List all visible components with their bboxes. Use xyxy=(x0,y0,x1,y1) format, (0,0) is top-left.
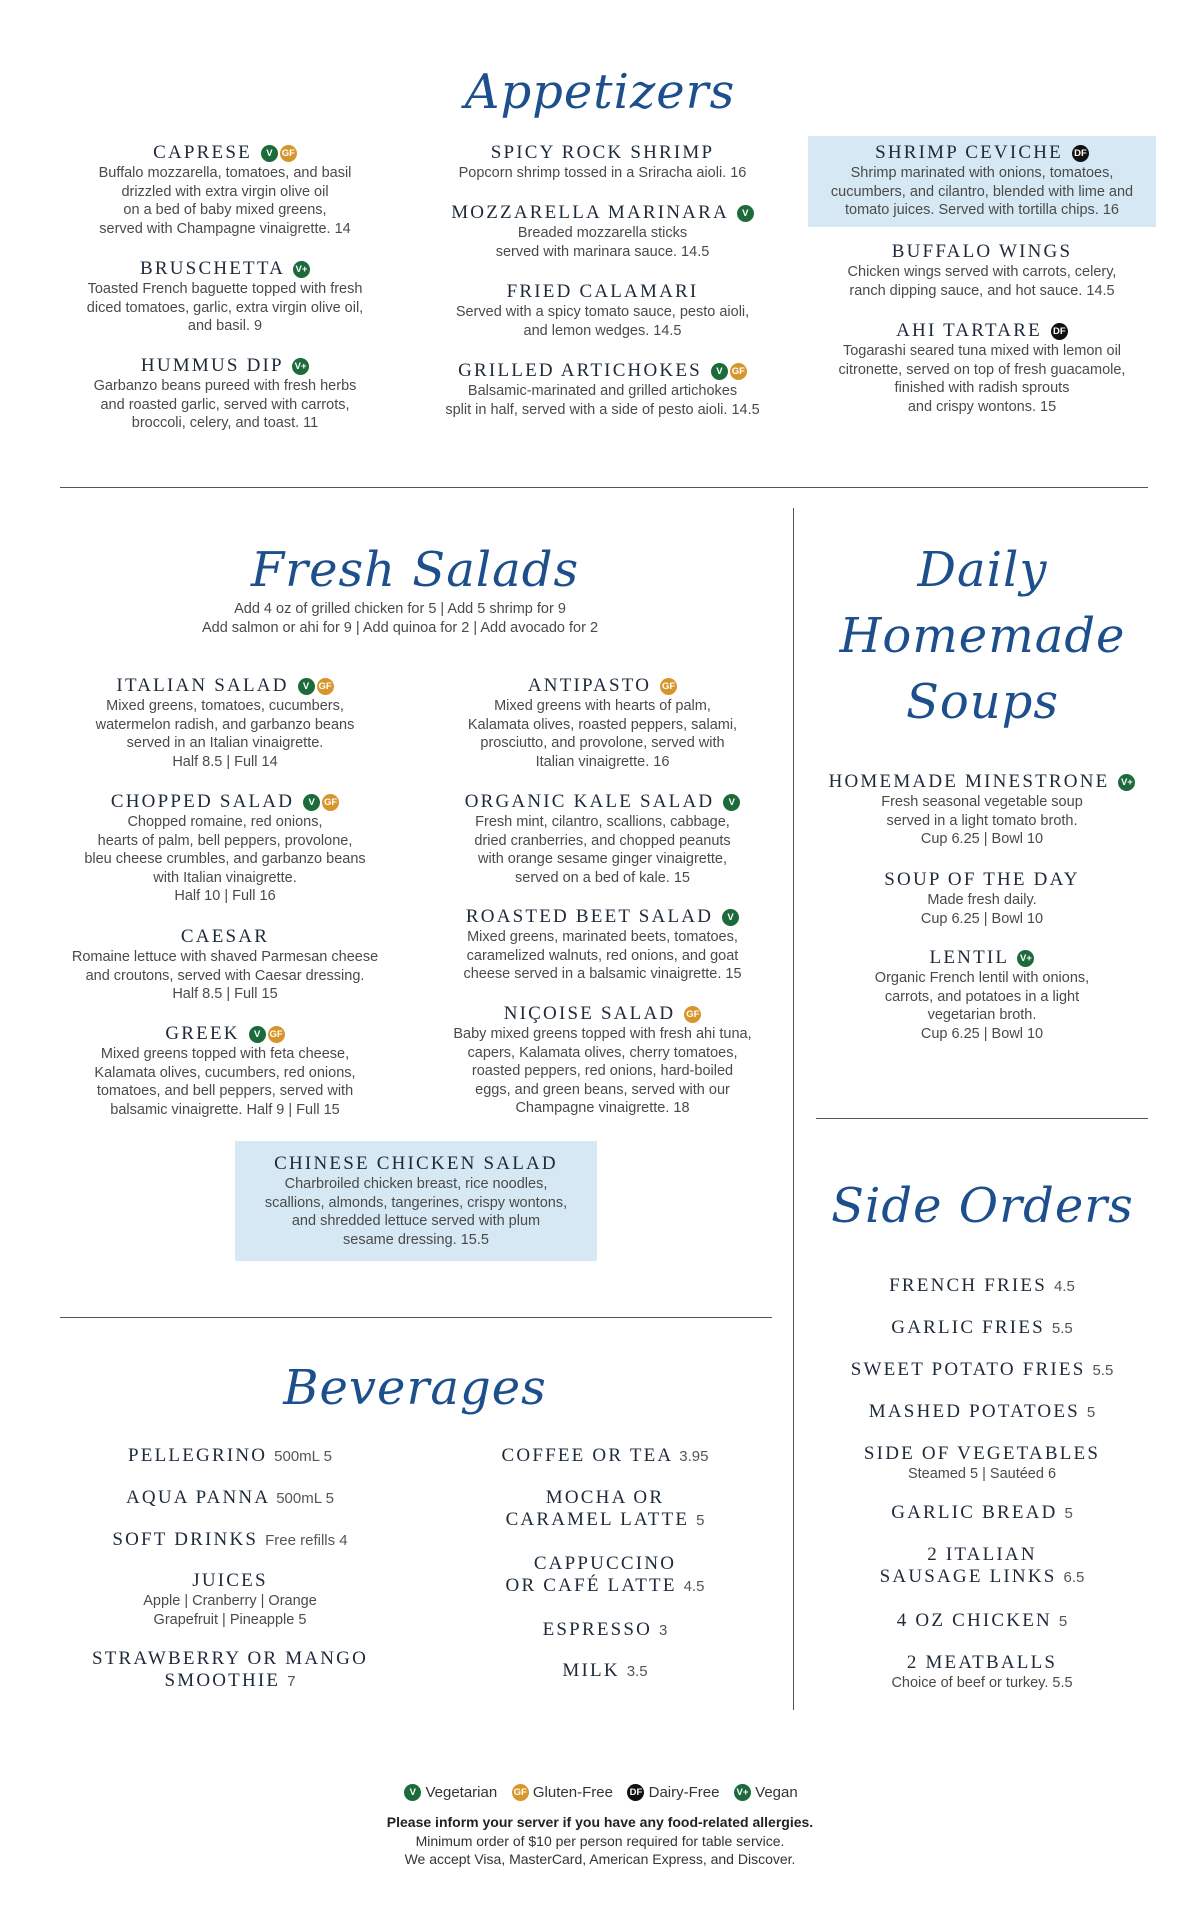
side-french-fries: FRENCH FRIES 4.5 xyxy=(889,1275,1075,1296)
vegetarian-icon: V xyxy=(711,363,728,380)
menu-item-antipasto: ANTIPASTO GF Mixed greens with hearts of palm, Kalamata olives, roasted peppers, salami, prosciutto, and provolone, served with Italian vinaigrette. 16 xyxy=(467,675,738,770)
menu-item-mozzarella-marinara: MOZZARELLA MARINARA V Breaded mozzarella sticks served with marinara sauce. 14.5 xyxy=(430,202,775,261)
menu-item-caesar: CAESAR Romaine lettuce with shaved Parmesan cheese and croutons, served with Caesar dressing. Half 8.5 | Full 15 xyxy=(71,926,379,1002)
menu-item-hummus-dip: HUMMUS DIP V+ Garbanzo beans pureed with fresh herbs and roasted garlic, served with carrots, broccoli, celery, and toast. 11 xyxy=(93,355,357,431)
vegetarian-icon: V xyxy=(404,1784,421,1801)
footer-notes: Please inform your server if you have any food-related allergies. Minimum order of $10 per person required for table service. We accept Visa, MasterCard, American Express, and Discover. xyxy=(386,1814,814,1867)
salads-title: Fresh Salads xyxy=(250,542,580,598)
beverage-juices: JUICES Apple | Cranberry | Orange Grapefruit | Pineapple 5 xyxy=(143,1570,317,1628)
side-2-meatballs: 2 MEATBALLS Choice of beef or turkey. 5.5 xyxy=(891,1652,1073,1691)
gluten-free-icon: GF xyxy=(268,1026,285,1043)
beverage-milk: MILK 3.5 xyxy=(562,1660,648,1681)
menu-item-lentil: LENTIL V+ Organic French lentil with onions, carrots, and potatoes in a light vegetarian broth. Cup 6.25 | Bowl 10 xyxy=(874,947,1090,1042)
menu-item-bruschetta: BRUSCHETTA V+ Toasted French baguette topped with fresh diced tomatoes, garlic, extra virgin olive oil, and basil. 9 xyxy=(86,258,364,334)
side-sweet-potato-fries: SWEET POTATO FRIES 5.5 xyxy=(850,1359,1114,1380)
beverages-title: Beverages xyxy=(283,1360,547,1416)
beverage-coffee-or-tea: COFFEE OR TEA 3.95 xyxy=(501,1445,709,1466)
vegetarian-icon: V xyxy=(737,205,754,222)
menu-item-spicy-rock-shrimp: SPICY ROCK SHRIMP Popcorn shrimp tossed in a Sriracha aioli. 16 xyxy=(458,142,747,181)
menu-item-fried-calamari: FRIED CALAMARI Served with a spicy tomato sauce, pesto aioli, and lemon wedges. 14.5 xyxy=(455,281,750,339)
sides-title: Side Orders xyxy=(831,1178,1134,1234)
beverage-pellegrino: PELLEGRINO 500mL 5 xyxy=(128,1445,332,1466)
divider-salads xyxy=(60,1317,772,1318)
side-of-vegetables: SIDE OF VEGETABLES Steamed 5 | Sautéed 6 xyxy=(863,1443,1101,1482)
side-garlic-fries: GARLIC FRIES 5.5 xyxy=(891,1317,1073,1338)
vegan-icon: V+ xyxy=(1118,774,1135,791)
soups-title-line2: Homemade xyxy=(839,608,1126,664)
menu-item-greek: GREEK V GF Mixed greens topped with feta cheese, Kalamata olives, cucumbers, red onions, tomatoes, and bell peppers, served with balsamic vinaigrette. Half 9 | Full 15 xyxy=(94,1023,356,1118)
menu-item-roasted-beet-salad: ROASTED BEET SALAD V Mixed greens, marinated beets, tomatoes, caramelized walnuts, red onions, and goat cheese served in a balsamic vinaigrette. 15 xyxy=(463,906,742,982)
dairy-free-icon: DF xyxy=(1072,145,1089,162)
gluten-free-icon: GF xyxy=(730,363,747,380)
gluten-free-icon: GF xyxy=(684,1006,701,1023)
vegan-icon: V+ xyxy=(734,1784,751,1801)
soups-title-line1: Daily xyxy=(917,542,1048,598)
side-mashed-potatoes: MASHED POTATOES 5 xyxy=(868,1401,1096,1422)
menu-item-homemade-minestrone: HOMEMADE MINESTRONE V+ Fresh seasonal vegetable soup served in a light tomato broth. Cup 6.25 | Bowl 10 xyxy=(812,771,1152,849)
vegetarian-icon: V xyxy=(298,678,315,695)
gluten-free-icon: GF xyxy=(322,794,339,811)
gluten-free-icon: GF xyxy=(317,678,334,695)
beverage-mocha-caramel-latte: MOCHA OR CARAMEL LATTE 5 xyxy=(505,1487,705,1530)
dairy-free-icon: DF xyxy=(1051,323,1068,340)
menu-item-ahi-tartare: AHI TARTARE DF Togarashi seared tuna mixed with lemon oil citronette, served on top of fresh guacamole, finished with radish sprouts and crispy wontons. 15 xyxy=(838,320,1126,415)
beverage-aqua-panna: AQUA PANNA 500mL 5 xyxy=(125,1487,335,1508)
beverage-soft-drinks: SOFT DRINKS Free refills 4 xyxy=(112,1529,348,1550)
menu-item-organic-kale-salad: ORGANIC KALE SALAD V Fresh mint, cilantro, scallions, cabbage, dried cranberries, and chopped peanuts with orange sesame ginger vinaigrette, served on a bed of kale. 15 xyxy=(430,791,775,887)
beverage-espresso: ESPRESSO 3 xyxy=(542,1619,668,1640)
side-italian-sausage-links: 2 ITALIAN SAUSAGE LINKS 6.5 xyxy=(879,1544,1085,1587)
vegan-icon: V+ xyxy=(292,358,309,375)
menu-item-chopped-salad: CHOPPED SALAD V GF Chopped romaine, red onions, hearts of palm, bell peppers, provolone, bleu cheese crumbles, and garbanzo beans with Italian vinaigrette. Half 10 | Full 16 xyxy=(84,791,366,904)
vegetarian-icon: V xyxy=(303,794,320,811)
gluten-free-icon: GF xyxy=(280,145,297,162)
vegetarian-icon: V xyxy=(249,1026,266,1043)
vegetarian-icon: V xyxy=(261,145,278,162)
vegan-icon: V+ xyxy=(1017,950,1034,967)
divider-soups xyxy=(816,1118,1148,1119)
appetizers-title: Appetizers xyxy=(464,64,736,120)
gluten-free-icon: GF xyxy=(660,678,677,695)
menu-item-buffalo-wings: BUFFALO WINGS Chicken wings served with carrots, celery, ranch dipping sauce, and hot sauce. 14.5 xyxy=(847,241,1117,299)
divider-vertical xyxy=(793,508,794,1710)
menu-item-grilled-artichokes: GRILLED ARTICHOKES V GF Balsamic-marinated and grilled artichokes split in half, served with a side of pesto aioli. 14.5 xyxy=(445,360,760,418)
vegetarian-icon: V xyxy=(723,794,740,811)
menu-item-italian-salad: ITALIAN SALAD V GF Mixed greens, tomatoes, cucumbers, watermelon radish, and garbanzo beans served in an Italian vinaigrette. Half 8.5 | Full 14 xyxy=(95,675,355,770)
gluten-free-icon: GF xyxy=(512,1784,529,1801)
beverage-cappuccino: CAPPUCCINO OR CAFÉ LATTE 4.5 xyxy=(505,1553,705,1596)
menu-item-soup-of-the-day: SOUP OF THE DAY Made fresh daily. Cup 6.25 | Bowl 10 xyxy=(884,869,1080,927)
menu-item-chinese-chicken-salad: CHINESE CHICKEN SALAD Charbroiled chicken breast, rice noodles, scallions, almonds, tangerines, crispy wontons, and shredded lettuce served with plum sesame dressing. 15.5 xyxy=(264,1153,568,1248)
soups-title-line3: Soups xyxy=(905,674,1060,730)
divider-appetizers xyxy=(60,487,1148,488)
vegetarian-icon: V xyxy=(722,909,739,926)
dairy-free-icon: DF xyxy=(627,1784,644,1801)
side-4-oz-chicken: 4 OZ CHICKEN 5 xyxy=(896,1610,1068,1631)
beverage-smoothie: STRAWBERRY OR MANGO SMOOTHIE 7 xyxy=(91,1648,369,1691)
dietary-legend: V Vegetarian GF Gluten-Free DF Dairy-Free V+ Vegan xyxy=(0,1784,1200,1801)
menu-item-shrimp-ceviche: SHRIMP CEVICHE DF Shrimp marinated with onions, tomatoes, cucumbers, and cilantro, blended with lime and tomato juices. Served with tortilla chips. 16 xyxy=(830,142,1134,218)
salad-addons: Add 4 oz of grilled chicken for 5 | Add 5 shrimp for 9 Add salmon or ahi for 9 | Add quinoa for 2 | Add avocado for 2 xyxy=(201,601,599,636)
menu-item-caprese: CAPRESE V GF Buffalo mozzarella, tomatoes, and basil drizzled with extra virgin olive oil on a bed of baby mixed greens, served with Champagne vinaigrette. 14 xyxy=(98,142,352,237)
menu-item-nicoise-salad: NIÇOISE SALAD GF Baby mixed greens topped with fresh ahi tuna, capers, Kalamata olives, cherry tomatoes, roasted peppers, red onions, hard-boiled eggs, and green beans, served with our Champagne vinaigrette. 18 xyxy=(453,1003,752,1116)
vegan-icon: V+ xyxy=(293,261,310,278)
side-garlic-bread: GARLIC BREAD 5 xyxy=(891,1502,1073,1523)
